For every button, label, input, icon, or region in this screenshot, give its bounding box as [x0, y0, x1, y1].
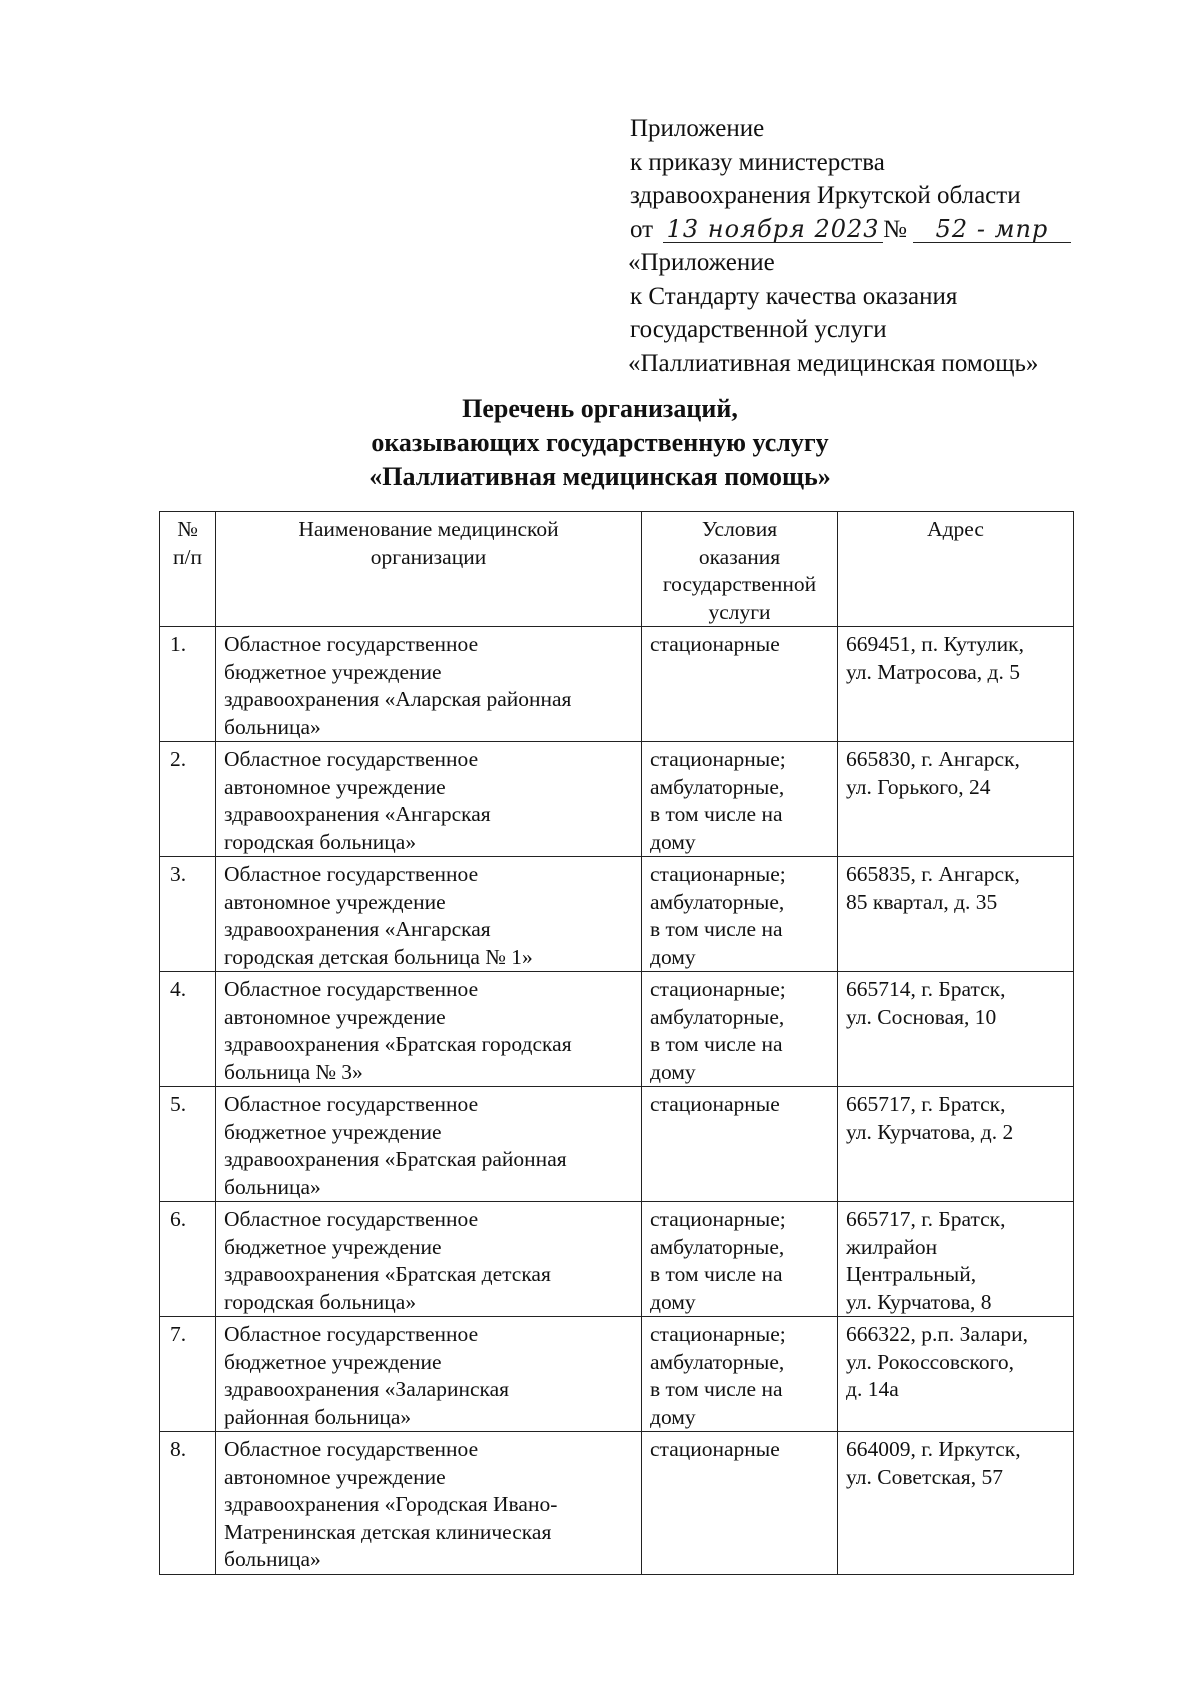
row-conditions: стационарные	[642, 1432, 838, 1575]
row-address: 665717, г. Братск, ул. Курчатова, д. 2	[838, 1087, 1074, 1202]
table-row	[160, 857, 1074, 972]
row-num: 7.	[160, 1317, 216, 1432]
row-address: 665830, г. Ангарск, ул. Горького, 24	[838, 742, 1074, 857]
row-name: Областное государственное бюджетное учреждение здравоохранения «Аларская районная больница»	[216, 627, 642, 742]
header-address: Адрес	[838, 512, 1074, 627]
appendix-line-3: здравоохранения Иркутской области	[630, 182, 1021, 209]
row-conditions: стационарные	[642, 1087, 838, 1202]
header-num: № п/п	[160, 512, 216, 627]
table-row	[160, 1087, 1074, 1202]
row-num: 1.	[160, 627, 216, 742]
row-name: Областное государственное бюджетное учреждение здравоохранения «Братская районная больница»	[216, 1087, 642, 1202]
table-row	[160, 1202, 1074, 1317]
row-num: 5.	[160, 1087, 216, 1202]
row-address: 665714, г. Братск, ул. Сосновая, 10	[838, 972, 1074, 1087]
row-conditions: стационарные; амбулаторные, в том числе на дому	[642, 742, 838, 857]
row-num: 8.	[160, 1432, 216, 1575]
number-label: №	[883, 215, 907, 243]
row-name: Областное государственное бюджетное учреждение здравоохранения «Братская детская городская больница»	[216, 1202, 642, 1317]
appendix-header	[628, 112, 1108, 380]
table-row	[160, 972, 1074, 1087]
row-address: 665835, г. Ангарск, 85 квартал, д. 35	[838, 857, 1074, 972]
appendix-sub-line-3: государственной услуги	[630, 316, 887, 343]
row-name: Областное государственное автономное учреждение здравоохранения «Ангарская городская больница»	[216, 742, 642, 857]
organizations-table	[159, 511, 1074, 1575]
row-conditions: стационарные; амбулаторные, в том числе на дому	[642, 1202, 838, 1317]
row-address: 666322, р.п. Залари, ул. Рокоссовского, д. 14а	[838, 1317, 1074, 1432]
appendix-line-2: к приказу министерства	[630, 148, 885, 176]
order-number-handwritten: 52 - мпр	[913, 216, 1071, 243]
row-num: 6.	[160, 1202, 216, 1317]
table-row	[160, 742, 1074, 857]
row-address: 665717, г. Братск, жилрайон Центральный, ул. Курчатова, 8	[838, 1202, 1074, 1317]
from-label: от	[630, 215, 654, 243]
table-row	[160, 1317, 1074, 1432]
appendix-sub-line-4: «Паллиативная медицинская помощь»	[628, 349, 1039, 377]
header-name: Наименование медицинской организации	[216, 512, 642, 627]
row-num: 2.	[160, 742, 216, 857]
row-name: Областное государственное бюджетное учреждение здравоохранения «Заларинская районная больница»	[216, 1317, 642, 1432]
document-title	[0, 392, 1200, 494]
appendix-sub-line-1: «Приложение	[628, 249, 775, 276]
row-num: 4.	[160, 972, 216, 1087]
row-num: 3.	[160, 857, 216, 972]
header-conditions: Условия оказания государственной услуги	[642, 512, 838, 627]
row-address: 664009, г. Иркутск, ул. Советская, 57	[838, 1432, 1074, 1575]
row-name: Областное государственное автономное учреждение здравоохранения «Братская городская больница № 3»	[216, 972, 642, 1087]
table-row	[160, 1432, 1074, 1575]
row-conditions: стационарные	[642, 627, 838, 742]
row-address: 669451, п. Кутулик, ул. Матросова, д. 5	[838, 627, 1074, 742]
appendix-line-1: Приложение	[630, 115, 765, 142]
title-line-2: оказывающих государственную услугу	[371, 428, 829, 457]
row-conditions: стационарные; амбулаторные, в том числе на дому	[642, 1317, 838, 1432]
table-header-row	[160, 512, 1074, 627]
row-conditions: стационарные; амбулаторные, в том числе на дому	[642, 857, 838, 972]
row-name: Областное государственное автономное учреждение здравоохранения «Городская Ивано- Матренинская детская клиническая больница»	[216, 1432, 642, 1575]
row-name: Областное государственное автономное учреждение здравоохранения «Ангарская городская детская больница № 1»	[216, 857, 642, 972]
appendix-sub-line-2: к Стандарту качества оказания	[630, 282, 958, 310]
title-line-3: «Паллиативная медицинская помощь»	[369, 462, 831, 491]
order-date-line	[628, 213, 1108, 247]
table-row	[160, 627, 1074, 742]
row-conditions: стационарные; амбулаторные, в том числе на дому	[642, 972, 838, 1087]
order-date-handwritten: 13 ноября 2023	[663, 216, 883, 243]
title-line-1: Перечень организаций,	[462, 394, 738, 423]
